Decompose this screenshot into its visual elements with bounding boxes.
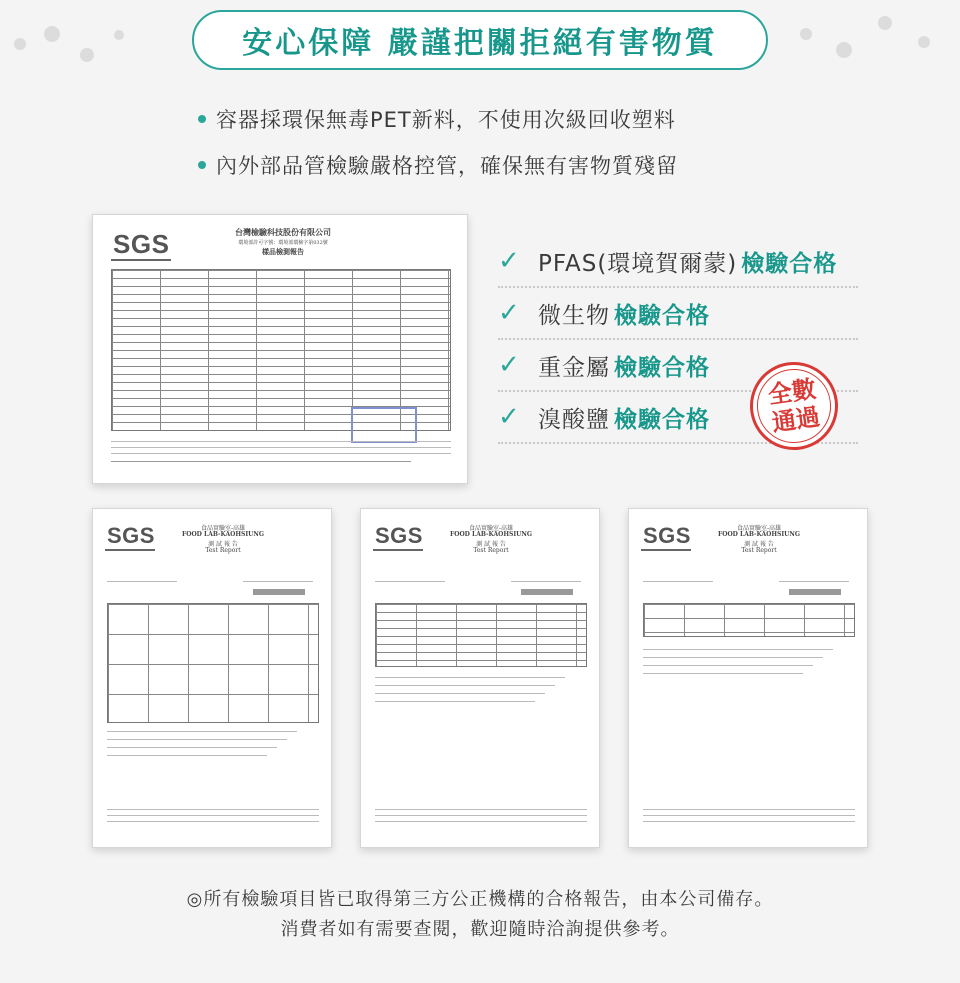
sgs-logo: SGS xyxy=(375,523,423,548)
report-table xyxy=(107,603,319,723)
doc-text-line xyxy=(375,821,587,822)
bullet-item xyxy=(198,96,678,142)
check-item-label: 微生物 xyxy=(538,302,610,329)
report-title-en: Test Report xyxy=(205,547,241,554)
footer-line-2: 消費者如有需要查閱，歡迎隨時洽詢提供參考。 xyxy=(280,919,680,940)
check-item-label: 重金屬 xyxy=(538,354,610,381)
bullet-text: 容器採環保無毒PET新料，不使用次級回收塑料 xyxy=(216,108,676,132)
doc-barcode xyxy=(789,589,841,595)
sgs-logo: SGS xyxy=(643,523,691,548)
main-report-image xyxy=(92,214,468,484)
check-item-result: 檢驗合格 xyxy=(741,250,838,277)
badge-line-1: 全數 xyxy=(766,373,818,410)
report-table xyxy=(375,603,587,667)
doc-text-line xyxy=(107,731,297,732)
doc-text-line xyxy=(375,809,587,810)
doc-barcode xyxy=(253,589,305,595)
lab-name: 食品實驗室-高雄 xyxy=(468,525,514,532)
doc-barcode xyxy=(521,589,573,595)
feature-bullets xyxy=(198,96,678,188)
doc-text-line xyxy=(643,809,855,810)
lab-name-en: FOOD LAB-KAOHSIUNG xyxy=(717,531,801,538)
report-footer-line xyxy=(111,441,451,442)
report-footer-line xyxy=(111,447,451,448)
report-footer-line xyxy=(111,461,411,462)
checkmark-icon: ✓ xyxy=(498,402,521,432)
report-title-en: Test Report xyxy=(473,547,509,554)
sgs-logo: SGS xyxy=(113,229,170,259)
lab-name: 食品實驗室-高雄 xyxy=(736,525,782,532)
page-title: 安心保障 嚴謹把關拒絕有害物質 xyxy=(242,26,718,61)
report-title: 測 試 報 告 xyxy=(476,541,506,548)
check-item-result: 檢驗合格 xyxy=(614,354,710,381)
doc-text-line xyxy=(643,581,713,582)
check-item-result: 檢驗合格 xyxy=(614,406,710,433)
doc-text-line xyxy=(107,747,277,748)
doc-text-line xyxy=(107,821,319,822)
doc-text-line xyxy=(107,739,287,740)
doc-text-line xyxy=(643,815,855,816)
doc-text-line xyxy=(375,815,587,816)
checkmark-icon: ✓ xyxy=(498,350,521,380)
check-item-label: PFAS(環境賀爾蒙) xyxy=(538,250,738,277)
check-item-pfas xyxy=(498,236,858,288)
check-item-result: 檢驗合格 xyxy=(614,302,710,329)
doc-text-line xyxy=(643,673,803,674)
doc-text-line xyxy=(643,649,833,650)
lab-name: 食品實驗室-高雄 xyxy=(200,525,246,532)
lab-name-en: FOOD LAB-KAOHSIUNG xyxy=(449,531,533,538)
doc-text-line xyxy=(375,685,555,686)
doc-text-line xyxy=(375,701,535,702)
doc-text-line xyxy=(107,809,319,810)
bullet-dot-icon xyxy=(198,115,206,123)
report-stamp xyxy=(351,407,417,443)
sgs-logo-underline xyxy=(105,549,155,551)
sgs-logo-underline xyxy=(373,549,423,551)
check-item-microbe xyxy=(498,288,858,340)
checkmark-icon: ✓ xyxy=(498,298,521,328)
report-table xyxy=(643,603,855,637)
badge-line-2: 通過 xyxy=(770,401,822,438)
doc-text-line xyxy=(779,581,849,582)
bullet-dot-icon xyxy=(198,161,206,169)
bullet-text: 內外部品管檢驗嚴格控管，確保無有害物質殘留 xyxy=(216,154,678,178)
bullet-item xyxy=(198,142,678,188)
report-title-en: Test Report xyxy=(741,547,777,554)
doc-text-line xyxy=(375,693,545,694)
report-footer-line xyxy=(111,453,451,454)
lab-report-2 xyxy=(360,508,600,848)
checkmark-icon: ✓ xyxy=(498,246,521,276)
report-title: 測 試 報 告 xyxy=(208,541,238,548)
lab-name-en: FOOD LAB-KAOHSIUNG xyxy=(181,531,265,538)
sgs-logo: SGS xyxy=(107,523,155,548)
report-title: 樣品檢測報告 xyxy=(262,247,304,256)
report-subtitle: 環境部許可字號：環境部環檢字第032號 xyxy=(238,240,328,246)
doc-text-line xyxy=(643,821,855,822)
sgs-logo-underline xyxy=(111,259,171,261)
lab-report-3 xyxy=(628,508,868,848)
doc-text-line xyxy=(511,581,581,582)
footer-line-1: ◎所有檢驗項目皆已取得第三方公正機構的合格報告，由本公司備存。 xyxy=(186,889,774,910)
doc-text-line xyxy=(375,581,445,582)
sgs-logo-underline xyxy=(641,549,691,551)
doc-text-line xyxy=(643,657,823,658)
doc-text-line xyxy=(107,815,319,816)
decor-dots-left xyxy=(14,18,134,78)
title-banner xyxy=(192,10,768,70)
doc-text-line xyxy=(107,581,177,582)
report-title: 測 試 報 告 xyxy=(744,541,774,548)
report-company: 台灣檢驗科技股份有限公司 xyxy=(235,227,331,237)
doc-text-line xyxy=(243,581,313,582)
lab-report-1 xyxy=(92,508,332,848)
doc-text-line xyxy=(375,677,565,678)
doc-text-line xyxy=(643,665,813,666)
doc-text-line xyxy=(107,755,267,756)
decor-dots-right xyxy=(800,10,950,70)
check-item-label: 溴酸鹽 xyxy=(538,406,610,433)
